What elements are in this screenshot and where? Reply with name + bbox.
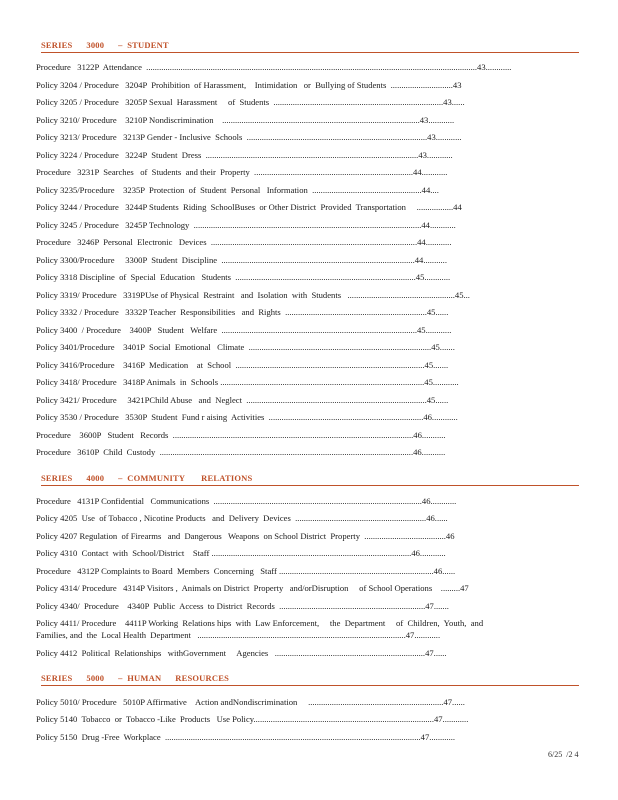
toc-entry-text: Policy 3300/Procedure 3300P Student Discipline ..........................................................................................44........... [36, 255, 447, 265]
toc-entry-text: Policy 3401/Procedure 3401P Social Emotional Climate .....................................................................................45....... [36, 342, 455, 352]
toc-entry[interactable] [36, 732, 592, 743]
toc-entry-text: Policy 4205 Use of Tobacco , Nicotine Products and Delivery Devices .............................................................46...... [36, 513, 448, 523]
toc-entry[interactable] [36, 566, 592, 577]
toc-entry-text: Policy 3421/ Procedure 3421PChild Abuse and Neglect ....................................................................................45...... [36, 395, 449, 405]
toc-entry[interactable] [36, 220, 592, 231]
toc-entry[interactable] [36, 185, 592, 196]
toc-entry-text: Procedure 3600P Student Records ................................................................................................................46........... [36, 430, 446, 440]
toc-entry[interactable] [36, 513, 592, 524]
toc-entry[interactable] [36, 618, 592, 629]
toc-entry-text: Policy 4411/ Procedure 4411P Working Relations hips with Law Enforcement, the Department of Children, Youth, and [36, 618, 484, 628]
toc-entry[interactable] [36, 531, 592, 542]
toc-entry[interactable] [36, 697, 592, 708]
toc-entry-text: Policy 3204 / Procedure 3204P Prohibition of Harassment, Intimidation or Bullying of Students .............................43 [36, 80, 462, 90]
toc-entry-text: Policy 3530 / Procedure 3530P Student Fund r aising Activities ........................................................................46............ [36, 412, 458, 422]
toc-entry[interactable] [36, 150, 592, 161]
toc-entry-text: Procedure 4312P Complaints to Board Members Concerning Staff ........................................................................46...... [36, 566, 456, 576]
divider [41, 52, 579, 53]
toc-entry[interactable] [36, 360, 592, 371]
toc-entry[interactable] [36, 714, 592, 725]
toc-entry-text: Policy 5150 Drug -Free Workplace .......................................................................................................................47............ [36, 732, 456, 742]
toc-entry-text: Policy 3205 / Procedure 3205P Sexual Harassment of Students ...............................................................................43...... [36, 97, 465, 107]
toc-entry-text: Policy 5140 Tobacco or Tobacco -Like Products Use Policy....................................................................................47............ [36, 714, 469, 724]
toc-entry[interactable] [36, 548, 592, 559]
toc-entry-text: Policy 3245 / Procedure 3245P Technology ..........................................................................................................44............ [36, 220, 456, 230]
toc-entry[interactable] [36, 272, 592, 283]
toc-entry-text: Policy 4412 Political Relationships withGovernment Agencies ......................................................................47...... [36, 648, 447, 658]
page-footer: 6/25 /2 4 [548, 750, 579, 759]
toc-entry[interactable] [36, 377, 592, 388]
toc-entry-text: Policy 3418/ Procedure 3418P Animals in Schools ...............................................................................................45............ [36, 377, 459, 387]
series-5000-header [41, 671, 579, 686]
series-heading: SERIES 5000 – HUMAN RESOURCES [41, 673, 229, 683]
toc-entry-text: Families, and the Local Health Department .................................................................................................47............ [36, 630, 441, 640]
toc-entry-text: Policy 3224 / Procedure 3224P Student Dress ...................................................................................................43............ [36, 150, 453, 160]
toc-entry[interactable] [36, 167, 592, 178]
toc-entry[interactable] [36, 132, 592, 143]
toc-entry[interactable] [36, 325, 592, 336]
series-4000-header [41, 471, 579, 486]
toc-entry[interactable] [36, 97, 592, 108]
toc-entry[interactable] [36, 255, 592, 266]
divider [41, 485, 579, 486]
toc-entry-text: Policy 3213/ Procedure 3213P Gender - Inclusive Schools ....................................................................................43............ [36, 132, 462, 142]
toc-entry-text: Policy 4314/ Procedure 4314P Visitors , Animals on District Property and/orDisruption of School Operations .........47 [36, 583, 469, 593]
toc-entry-text: Policy 4310 Contact with School/District Staff .............................................................................................46............ [36, 548, 446, 558]
toc-entry-text: Procedure 3122P Attendance ..........................................................................................................................................................43............ [36, 62, 512, 72]
toc-entry[interactable] [36, 496, 592, 507]
divider [41, 685, 579, 686]
toc-entry-text: Procedure 3610P Child Custody ......................................................................................................................46........... [36, 447, 446, 457]
series-heading: SERIES 3000 – STUDENT [41, 40, 169, 50]
toc-entry-text: Policy 3319/ Procedure 3319PUse of Physical Restraint and Isolation with Students ..................................................45... [36, 290, 470, 300]
toc-entry-text: Policy 4207 Regulation of Firearms and Dangerous Weapons on School District Property ......................................46 [36, 531, 455, 541]
toc-entry[interactable] [36, 237, 592, 248]
toc-entry-text: Procedure 3246P Personal Electronic Devices ................................................................................................44............ [36, 237, 452, 247]
toc-entry-text: Policy 3416/Procedure 3416P Medication at School ........................................................................................45....... [36, 360, 449, 370]
toc-entry[interactable] [36, 601, 592, 612]
toc-entry-continuation[interactable] [36, 630, 592, 641]
toc-entry-text: Policy 4340/ Procedure 4340P Public Access to District Records ....................................................................47....... [36, 601, 449, 611]
toc-entry-text: Policy 3332 / Procedure 3332P Teacher Responsibilities and Rights ..................................................................45...... [36, 307, 449, 317]
series-heading: SERIES 4000 – COMMUNITY RELATIONS [41, 473, 253, 483]
toc-entry-text: Policy 3210/ Procedure 3210P Nondiscrimination ............................................................................................43............ [36, 115, 455, 125]
toc-entry-text: Procedure 3231P Searches of Students and their Property ..........................................................................44............ [36, 167, 448, 177]
toc-entry[interactable] [36, 395, 592, 406]
toc-entry[interactable] [36, 412, 592, 423]
toc-entry[interactable] [36, 115, 592, 126]
toc-entry-text: Policy 3400 / Procedure 3400P Student Welfare ...........................................................................................45............ [36, 325, 452, 335]
toc-entry[interactable] [36, 342, 592, 353]
toc-entry[interactable] [36, 307, 592, 318]
toc-entry[interactable] [36, 290, 592, 301]
toc-entry-text: Policy 3235/Procedure 3235P Protection of Student Personal Information ...................................................44.... [36, 185, 439, 195]
toc-entry[interactable] [36, 80, 592, 91]
series-3000-header [41, 38, 579, 53]
toc-entry[interactable] [36, 202, 592, 213]
toc-entry-text: Procedure 4131P Confidential Communications .................................................................................................46............ [36, 496, 457, 506]
toc-entry-text: Policy 3318 Discipline of Special Education Students ....................................................................................45............ [36, 272, 451, 282]
toc-entry[interactable] [36, 62, 592, 73]
toc-entry-text: Policy 3244 / Procedure 3244P Students Riding SchoolBuses or Other District Provided Transportation .................44 [36, 202, 462, 212]
toc-entry-text: Policy 5010/ Procedure 5010P Affirmative Action andNondiscrimination ...............................................................47...... [36, 697, 465, 707]
toc-entry[interactable] [36, 430, 592, 441]
toc-entry[interactable] [36, 583, 592, 594]
toc-entry[interactable] [36, 648, 592, 659]
toc-entry[interactable] [36, 447, 592, 458]
